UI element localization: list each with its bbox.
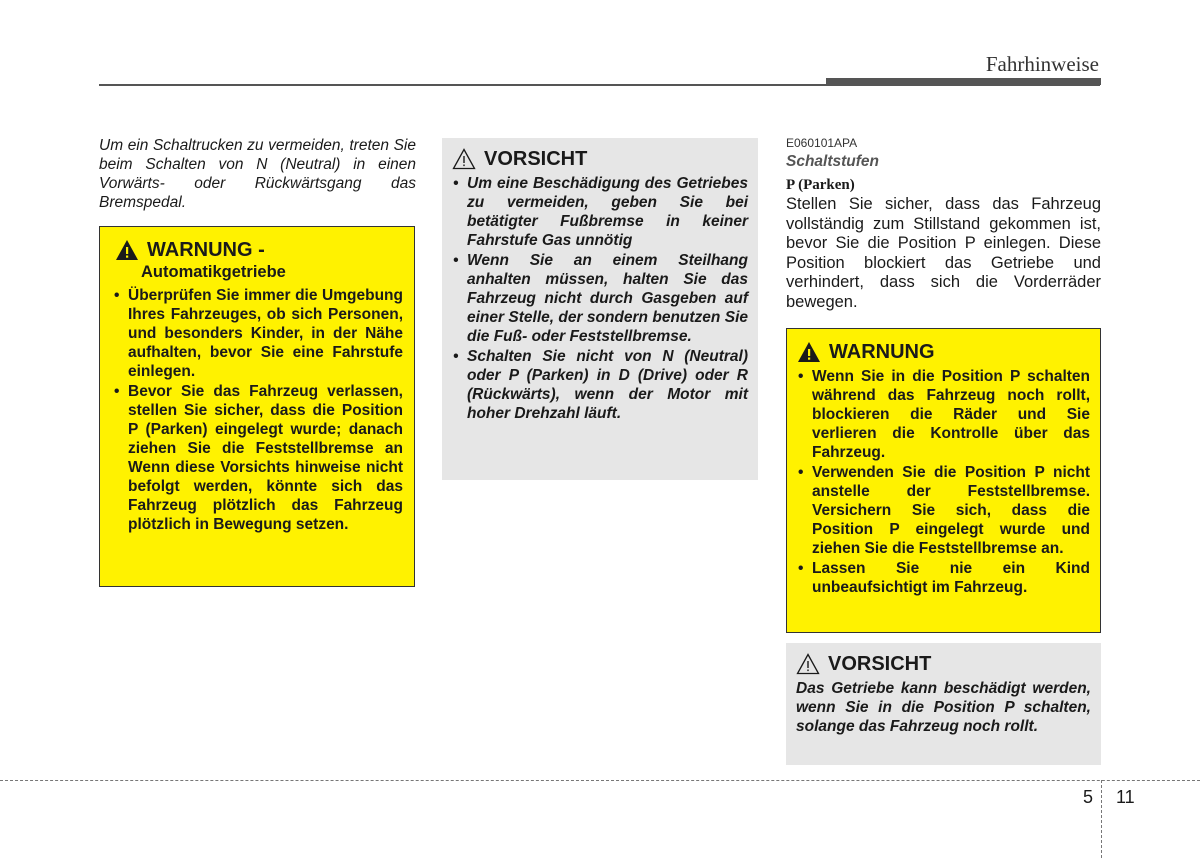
list-item: • Lassen Sie nie ein Kind unbeaufsichtigt im Fahrzeug. <box>797 559 1090 597</box>
warning-box-automatic-transmission <box>99 226 415 587</box>
section-subheading: Schaltstufen <box>786 153 880 170</box>
warning-box-park <box>786 328 1101 633</box>
list-item: • Schalten Sie nicht von N (Neutral) oder P (Parken) in D (Drive) oder R (Rückwärts), wenn der Motor mit hoher Drehzahl läuft. <box>452 347 748 423</box>
warning-list <box>113 286 403 534</box>
park-position-description: Stellen Sie sicher, dass das Fahrzeug vollständig zum Stillstand gekommen ist, bevor Sie die Position P einlegen. Diese Position blockiert das Getriebe und verhindert, dass sich die Vorderräder bewegen. <box>786 195 1101 311</box>
caution-box-park <box>786 643 1101 765</box>
park-position-label: P (Parken) <box>786 177 855 193</box>
footer-divider <box>0 780 1200 781</box>
caution-title-text: VORSICHT <box>828 653 932 675</box>
list-item: • Wenn Sie in die Position P schalten während das Fahrzeug noch rollt, blockieren die Räder und Sie verlieren die Kontrolle über das Fahrzeug. <box>797 367 1090 462</box>
page-number: 11 <box>1116 787 1135 807</box>
list-item: • Um eine Beschädigung des Getriebes zu vermeiden, geben Sie bei betätigter Fußbremse in keiner Fahrstufe Gas unnötig <box>452 174 748 250</box>
warning-icon <box>115 239 139 261</box>
intro-paragraph: Um ein Schaltrucken zu vermeiden, treten Sie beim Schalten von N (Neutral) in einen Vorwärts- oder Rückwärtsgang das Bremspedal. <box>99 137 416 211</box>
footer-page-divider <box>1101 780 1102 858</box>
caution-title-text: VORSICHT <box>484 148 588 170</box>
list-item: • Wenn Sie an einem Steilhang anhalten müssen, halten Sie das Fahrzeug nicht durch Gasgeben auf einer Stelle, der sondern benutzen Sie die Fuß- oder Feststellbremse. <box>452 251 748 346</box>
caution-box-title <box>796 653 1091 675</box>
caution-icon <box>796 653 820 675</box>
caution-list <box>452 174 748 423</box>
warning-box-title <box>797 341 1090 363</box>
warning-title-text: WARNUNG <box>829 341 935 363</box>
chapter-number: 5 <box>1083 787 1094 807</box>
caution-text: Das Getriebe kann beschädigt werden, wenn Sie in die Position P schalten, solange das Fahrzeug noch rollt. <box>796 680 1091 735</box>
page-header-title: Fahrhinweise <box>985 52 1099 76</box>
list-item: • Bevor Sie das Fahrzeug verlassen, stellen Sie sicher, dass die Position P (Parken) eingelegt wurde; danach ziehen Sie die Feststellbremse an Wenn diese Vorsichts hinweise nicht befolgt werden, könnte sich das Fahrzeug plötzlich das Fahrzeug plötzlich in Bewegung setzen. <box>113 382 403 534</box>
warning-box-title <box>113 239 403 261</box>
list-item: • Überprüfen Sie immer die Umgebung Ihres Fahrzeuges, ob sich Personen, und besonders Kinder, in der Nähe aufhalten, bevor Sie eine Fahrstufe einlegen. <box>113 286 403 381</box>
warning-subtitle: Automatikgetriebe <box>141 263 286 281</box>
list-item: • Verwenden Sie die Position P nicht anstelle der Feststellbremse. Versichern Sie sich, dass die Position P eingelegt wurde und ziehen Sie die Feststellbremse an. <box>797 463 1090 558</box>
section-code: E060101APA <box>786 136 858 150</box>
caution-box-title <box>452 148 748 170</box>
header-rule-accent <box>826 78 1101 85</box>
warning-icon <box>797 341 821 363</box>
caution-box-transmission <box>442 138 758 480</box>
caution-icon <box>452 148 476 170</box>
right-column <box>786 136 1101 312</box>
warning-title-text: WARNUNG - <box>147 239 265 261</box>
warning-list <box>797 367 1090 597</box>
